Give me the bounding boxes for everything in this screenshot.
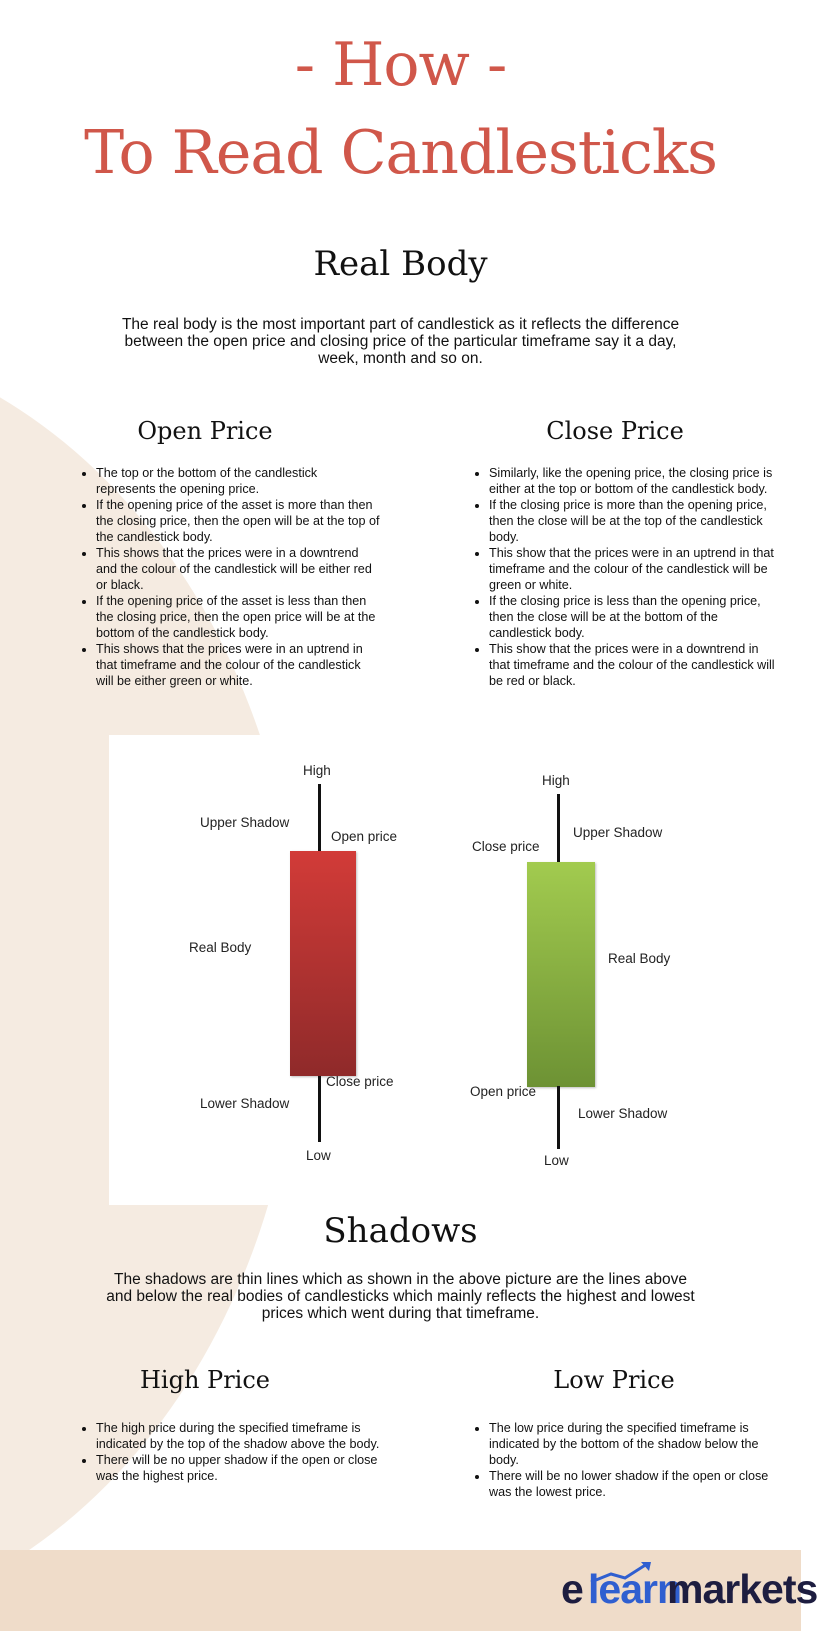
elearnmarkets-logo[interactable]	[561, 1566, 817, 1618]
list-item: • The high price during the specified timeframe is indicated by the top of the shadow above the body.	[96, 1420, 380, 1452]
close-price-list	[471, 465, 779, 689]
list-item: • This shows that the prices were in an uptrend in that timeframe and the colour of the candlestick will be either green or white.	[96, 641, 380, 689]
bearish-open-price-label: Open price	[331, 829, 398, 844]
list-item: • There will be no upper shadow if the open or close was the highest price.	[96, 1452, 380, 1484]
high-price-heading: High Price	[140, 1366, 270, 1394]
bearish-lower-shadow-label: Lower Shadow	[200, 1096, 290, 1111]
real-body-paragraph-line: The real body is the most important part of candlestick as it reflects the difference	[121, 316, 680, 333]
shadows-paragraph-line: and below the real bodies of candlesticks which mainly reflects the highest and lowest	[106, 1288, 695, 1305]
page-title-line1: - How -	[294, 30, 507, 100]
page-title-line2: To Read Candlesticks	[84, 118, 717, 188]
real-body-heading: Real Body	[313, 244, 488, 284]
open-price-list	[78, 465, 380, 689]
bearish-candle-body	[290, 851, 356, 1076]
bullish-open-price-label: Open price	[470, 1084, 537, 1099]
bearish-upper-wick	[318, 784, 321, 852]
list-item: • This shows that the prices were in a downtrend and the colour of the candlestick will be either red or black.	[96, 545, 380, 593]
close-price-heading: Close Price	[546, 417, 684, 445]
bullish-candle-body	[527, 862, 595, 1087]
bullish-upper-shadow-label: Upper Shadow	[573, 825, 663, 840]
bearish-real-body-label: Real Body	[189, 940, 252, 955]
bearish-upper-shadow-label: Upper Shadow	[200, 815, 290, 830]
bearish-lower-wick	[318, 1076, 321, 1142]
logo-learn: learn	[588, 1566, 681, 1612]
real-body-paragraph	[0, 316, 801, 367]
candlestick-diagram	[109, 735, 688, 1205]
bullish-low-label: Low	[544, 1153, 569, 1168]
list-item: • The low price during the specified timeframe is indicated by the bottom of the shadow below the body.	[489, 1420, 779, 1468]
real-body-paragraph-line: between the open price and closing price of the particular timeframe say it a day,	[124, 333, 677, 350]
bullish-lower-wick	[557, 1086, 560, 1149]
shadows-heading: Shadows	[323, 1211, 478, 1251]
logo-markets: markets	[667, 1566, 817, 1612]
list-item: • Similarly, like the opening price, the closing price is either at the top or bottom of the candlestick body.	[489, 465, 779, 497]
real-body-paragraph-line: week, month and so on.	[318, 350, 483, 367]
open-price-heading: Open Price	[137, 417, 273, 445]
list-item: • If the opening price of the asset is less than then the closing price, then the open price will be at the bottom of the candlestick body.	[96, 593, 380, 641]
list-item: • This show that the prices were in a downtrend in that timeframe and the colour of the candlestick will be red or black.	[489, 641, 779, 689]
low-price-list	[471, 1420, 779, 1500]
shadows-paragraph-line: The shadows are thin lines which as shown in the above picture are the lines above	[114, 1271, 687, 1288]
bearish-high-label: High	[303, 763, 331, 778]
bullish-lower-shadow-label: Lower Shadow	[578, 1106, 668, 1121]
list-item: • The top or the bottom of the candlestick represents the opening price.	[96, 465, 380, 497]
bearish-low-label: Low	[306, 1148, 331, 1163]
bullish-close-price-label: Close price	[472, 839, 540, 854]
bullish-high-label: High	[542, 773, 570, 788]
list-item: • This show that the prices were in an uptrend in that timeframe and the colour of the candlestick will be green or white.	[489, 545, 779, 593]
high-price-list	[78, 1420, 380, 1484]
list-item: • If the closing price is less than the opening price, then the close will be at the bottom of the candlestick body.	[489, 593, 779, 641]
bearish-close-price-label: Close price	[326, 1074, 394, 1089]
shadows-paragraph	[0, 1271, 801, 1322]
list-item: • If the opening price of the asset is more than then the closing price, then the open will be at the top of the candlestick body.	[96, 497, 380, 545]
shadows-paragraph-line: prices which went during that timeframe.	[261, 1305, 540, 1322]
list-item: • There will be no lower shadow if the open or close was the lowest price.	[489, 1468, 779, 1500]
bullish-upper-wick	[557, 794, 560, 863]
logo-e: e	[561, 1566, 583, 1612]
bullish-real-body-label: Real Body	[608, 951, 671, 966]
list-item: • If the closing price is more than the opening price, then the close will be at the top of the candlestick body.	[489, 497, 779, 545]
low-price-heading: Low Price	[553, 1366, 675, 1394]
